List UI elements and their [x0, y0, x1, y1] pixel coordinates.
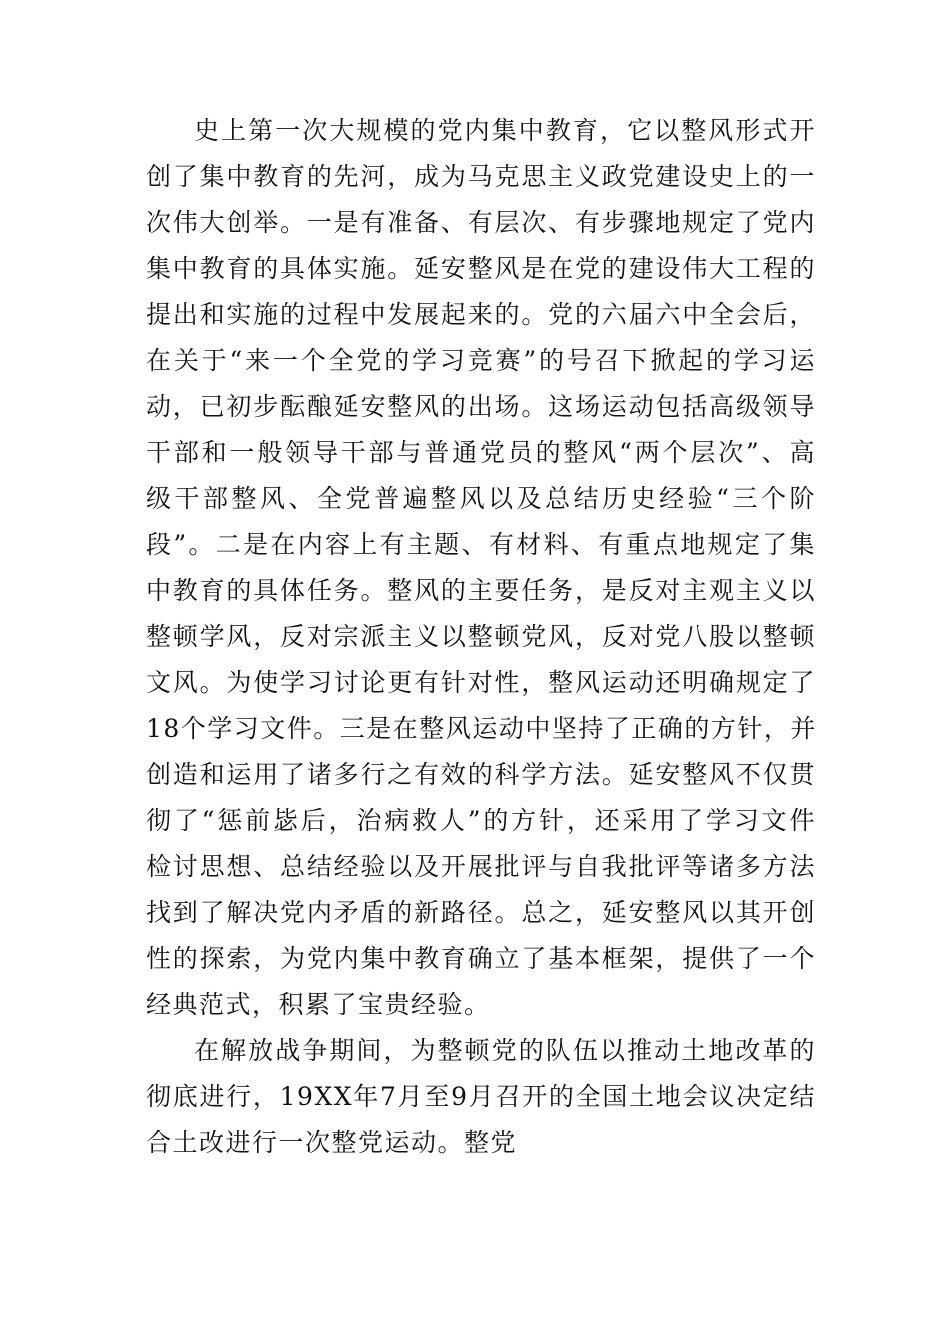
- paragraph-line: 找到了解决党内矛盾的新路径。总之，延安整风以其开创: [146, 898, 816, 927]
- paragraph-line: 动，已初步酝酿延安整风的出场。这场运动包括高级领导: [146, 392, 816, 421]
- paragraph-line: 段”。二是在内容上有主题、有材料、有重点地规定了集: [146, 530, 816, 559]
- paragraph-line: 检讨思想、总结经验以及开展批评与自我批评等诸多方法: [146, 852, 816, 881]
- paragraph-line: 在解放战争期间，为整顿党的队伍以推动土地改革的: [194, 1036, 816, 1065]
- paragraph-line: 干部和一般领导干部与普通党员的整风“两个层次”、高: [146, 438, 816, 467]
- paragraph-line: 在关于“来一个全党的学习竞赛”的号召下掀起的学习运: [146, 346, 816, 375]
- paragraph-line: 彻底进行，19XX年7月至9月召开的全国土地会议决定结: [146, 1082, 816, 1111]
- paragraph-line: 18个学习文件。三是在整风运动中坚持了正确的方针，并: [146, 714, 817, 743]
- paragraph-line: 次伟大创举。一是有准备、有层次、有步骤地规定了党内: [146, 208, 816, 237]
- paragraph-line: 创造和运用了诸多行之有效的科学方法。延安整风不仅贯: [146, 760, 816, 789]
- paragraph-line: 中教育的具体任务。整风的主要任务，是反对主观主义以: [146, 576, 816, 605]
- paragraph-line: 经典范式，积累了宝贵经验。: [146, 990, 491, 1019]
- paragraph-line: 提出和实施的过程中发展起来的。党的六届六中全会后，: [146, 300, 816, 329]
- body-text: [146, 108, 816, 1166]
- paragraph-line: 集中教育的具体实施。延安整风是在党的建设伟大工程的: [146, 254, 816, 283]
- paragraph-line: 史上第一次大规模的党内集中教育，它以整风形式开: [194, 116, 816, 145]
- paragraph-1: [146, 108, 816, 1028]
- paragraph-line: 性的探索，为党内集中教育确立了基本框架，提供了一个: [146, 944, 816, 973]
- paragraph-line: 创了集中教育的先河，成为马克思主义政党建设史上的一: [146, 162, 816, 191]
- paragraph-line: 彻了“惩前毖后，治病救人”的方针，还采用了学习文件: [146, 806, 816, 835]
- paragraph-line: 合土改进行一次整党运动。整党: [146, 1128, 518, 1157]
- paragraph-2: [146, 1028, 816, 1166]
- paragraph-line: 整顿学风，反对宗派主义以整顿党风，反对党八股以整顿: [146, 622, 816, 651]
- paragraph-line: 文风。为使学习讨论更有针对性，整风运动还明确规定了: [146, 668, 816, 697]
- paragraph-line: 级干部整风、全党普遍整风以及总结历史经验“三个阶: [146, 484, 816, 513]
